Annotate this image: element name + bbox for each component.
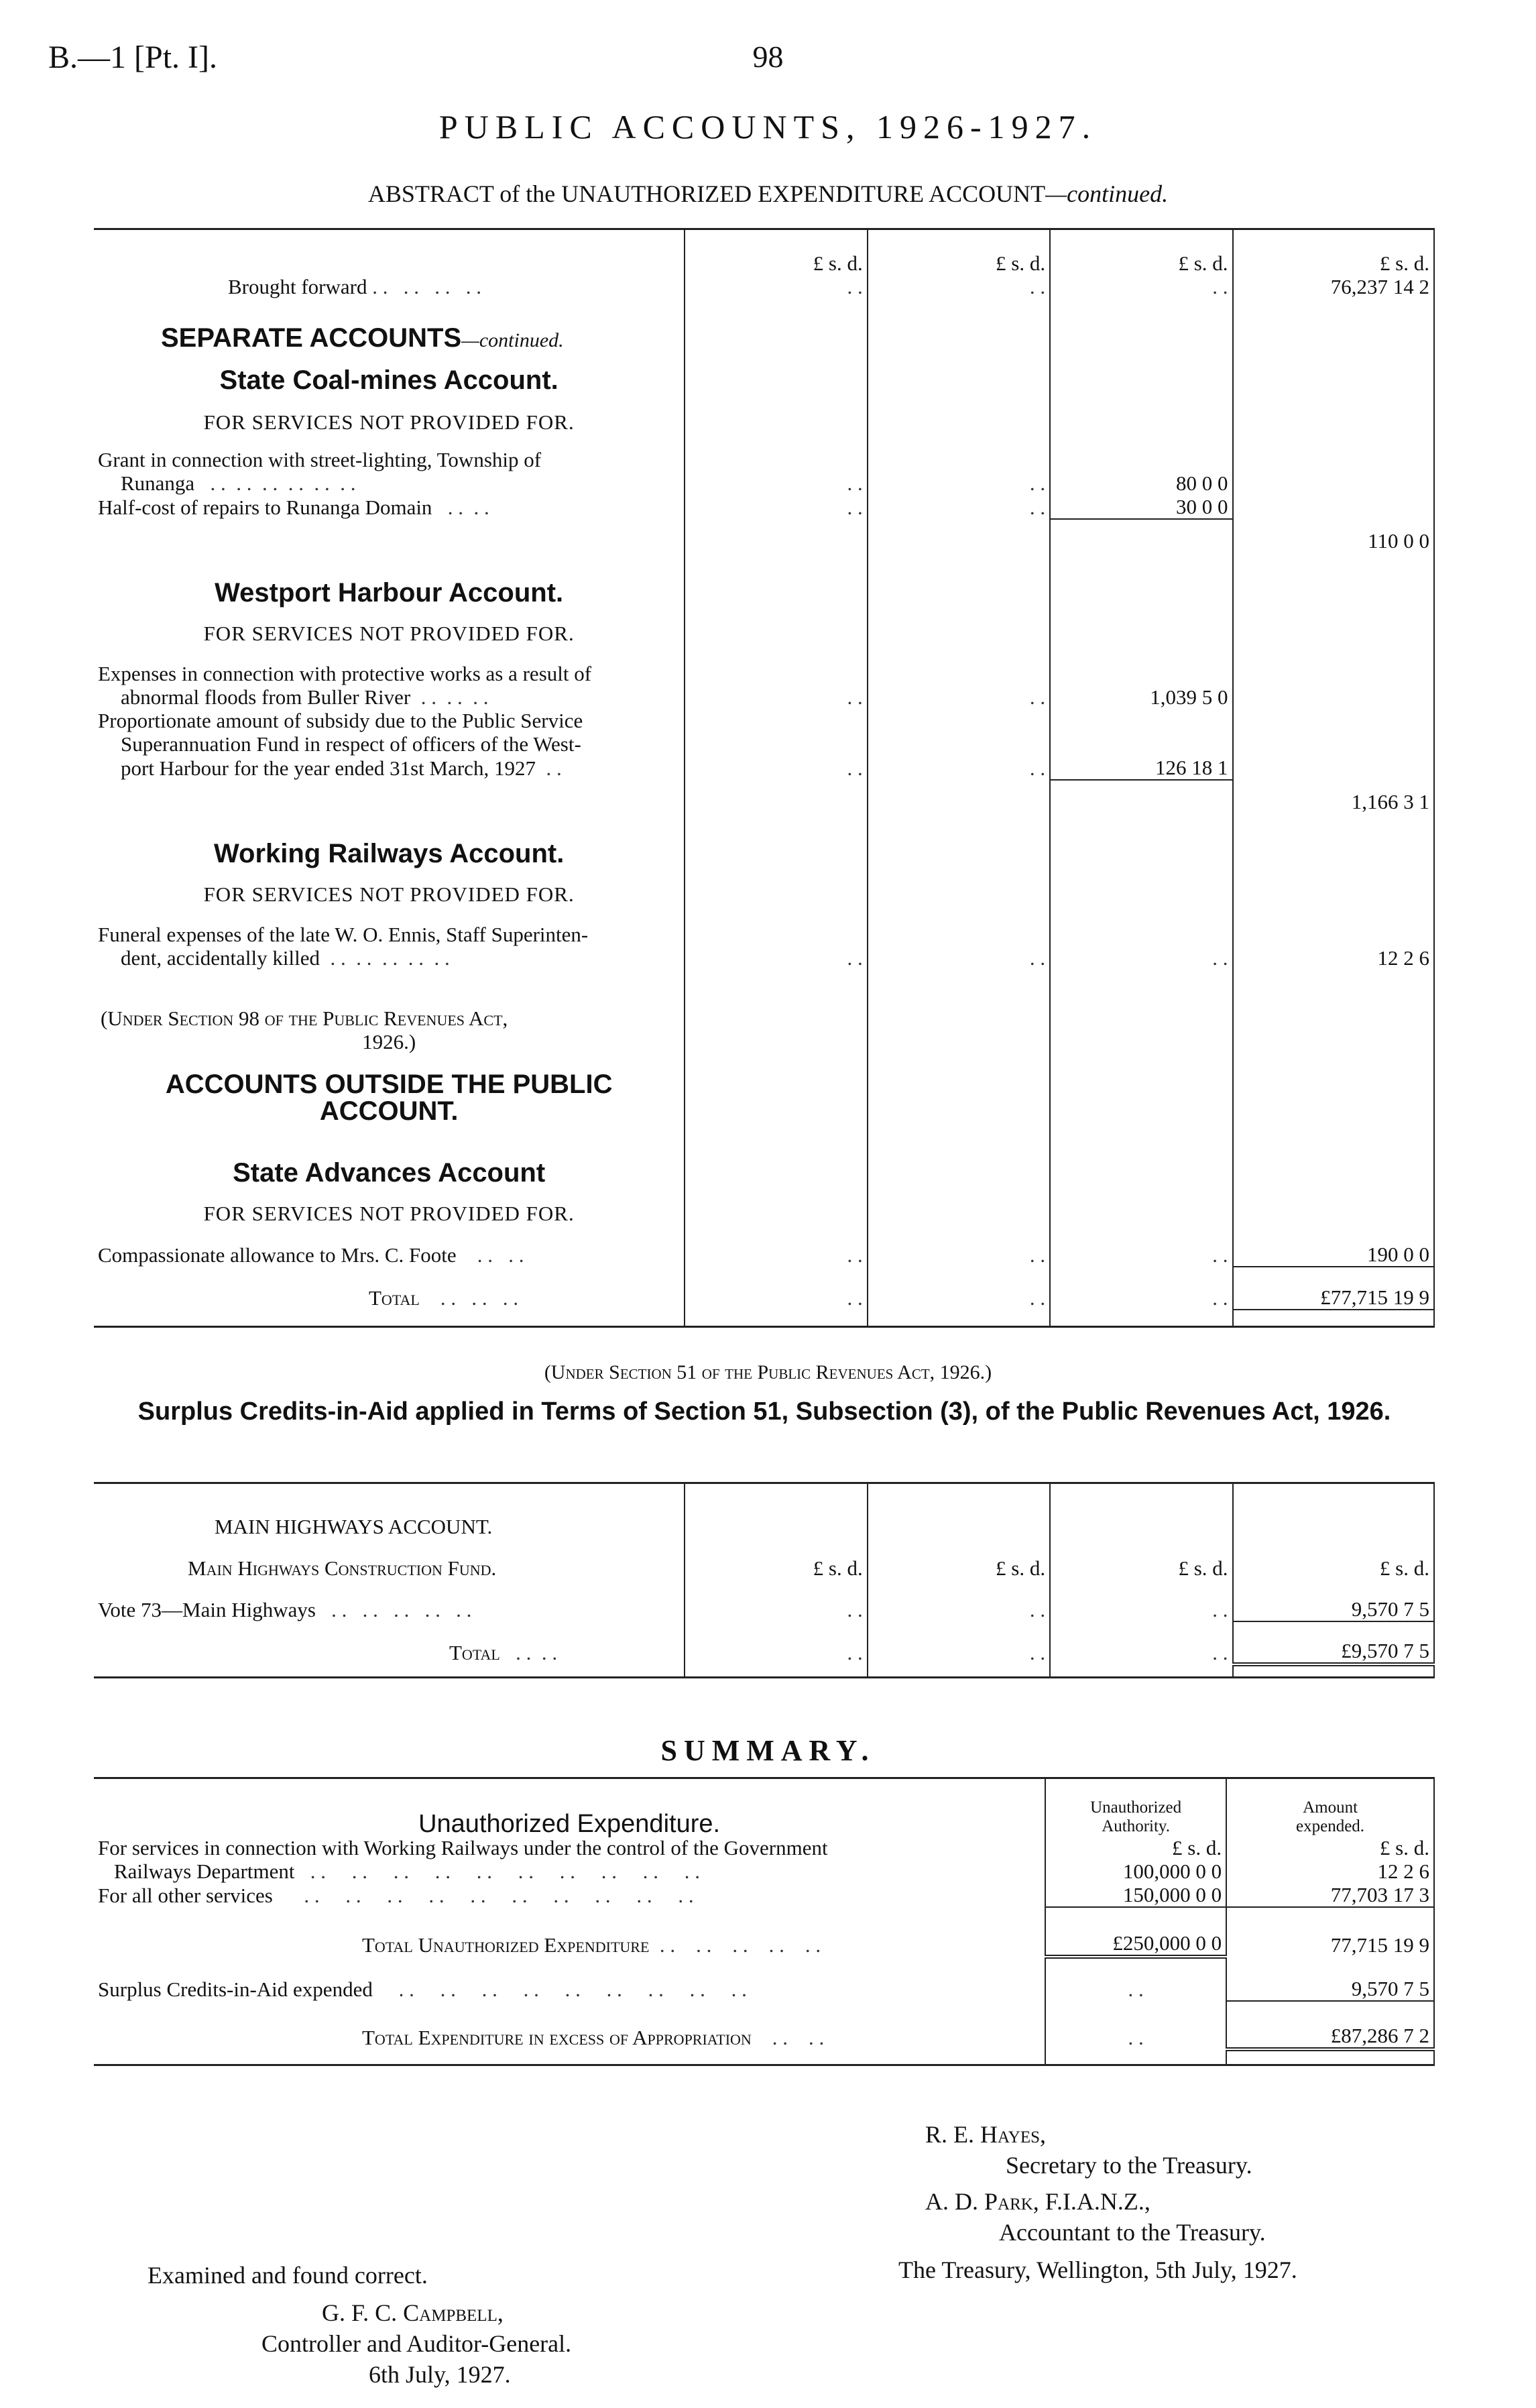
table-row: Railways Department . . . . . . . . . . . . . . . . . . . . 100,000 0 0 12 2 6 [94,1859,1434,1883]
section-caption: FOR SERVICES NOT PROVIDED FOR. [203,1201,575,1225]
abstract-table: £ s. d. £ s. d. £ s. d. £ s. d. Brought forward . . . . . . . . . . . . . . 76,237 14 2 SEPARATE ACCOUNTS—continued. State Coal-mines Account. FOR SERVICES NOT PROVIDED FOR. Grant in connection with street-lighting, Township of Runanga . . . . . . . . . . . . . . . . 80 0 0 Half-cost of repairs to Runanga Domain . . . . . . . . 30 0 0 110 0 0 Westport Harbour Account. FOR SERVICES NOT PROVIDED FOR. Expenses in connection with protective works as a result of abnormal floods from Buller River . . . . . . . . . . 1,039 5 0 Proportionate amount of subsidy due to the Public Service Superannuation Fund in respect of officers of the West- port Harbour for the year ended 31st March, 1927 . . . . . . 126 18 1 1,166 3 1 Working Railways Account. FOR SERVICES NOT PROVIDED FOR. Funeral expenses of the late W. O. Ennis, Staff Superinten- dent, accidentally killed . . . . . . . . . . . . . . . . 12 2 6 (Under Section 98 of the Public Revenues Act, 1926.) ACCOUNTS OUTSIDE THE PUBLIC ACCOUNT. State Advances Account FOR SERVICES NOT PROVIDED FOR. Compassionate allowance to Mrs. C. Foote . . . . . . . . . . 190 0 0 Total . . . . . . . . . . . . £77,715 19 9 [94,228,1435,1328]
section-caption: FOR SERVICES NOT PROVIDED FOR. [203,621,575,645]
item-text: Grant in connection with street-lighting, Township of [98,447,542,471]
table-row: Total . . . . . . . . . . . . £77,715 19 9 [94,1267,1434,1310]
section-heading: SEPARATE ACCOUNTS [161,323,462,353]
account-title: State Advances Account [233,1157,546,1188]
summary-table [94,1777,1435,2066]
table-row: Runanga . . . . . . . . . . . . . . . . 80 0 0 [94,471,1434,495]
signature-park: A. D. Park, F.I.A.N.Z., Accountant to the Treasury. [925,2188,1266,2246]
summary-heading: Unauthorized Expenditure. [418,1809,721,1838]
expended-amount: 12 2 6 [1226,1859,1434,1883]
fund-title: Main Highways Construction Fund. [188,1556,497,1580]
table-row: Total . . . . . . . . . . £9,570 7 5 [94,1621,1434,1664]
section-total: £9,570 7 5 [1233,1621,1434,1664]
item-amount: 1,039 5 0 [1050,685,1232,709]
section-note: (Under Section 51 of the Public Revenues Act, 1926.) [544,1361,992,1383]
signature-hayes: R. E. Hayes, Secretary to the Treasury. [925,2121,1252,2179]
col-header: £ s. d. [868,229,1050,275]
section-caption: FOR SERVICES NOT PROVIDED FOR. [203,882,575,906]
table-row: For services in connection with Working Railways under the control of the Government £ s. d. £ s. d. [94,1836,1434,1859]
authority-total: £250,000 0 0 [1045,1907,1226,1957]
highways-table: MAIN HIGHWAYS ACCOUNT. Main Highways Construction Fund. £ s. d. £ s. d. £ s. d. £ s. d. Vote 73—Main Highways . . . . . . . . . . . . . . . . 9,570 7 5 Total . . . . . . . . . . £9,570 7 5 [94,1482,1435,1678]
treasury-date: The Treasury, Wellington, 5th July, 1927. [898,2256,1297,2283]
total-label: Total Unauthorized Expenditure [362,1933,650,1957]
table-row: Total Expenditure in excess of Appropriation . . . . . . £87,286 7 2 [94,2001,1434,2049]
col-header: Amount expended. [1226,1778,1434,1836]
section-title: Surplus Credits-in-Aid applied in Terms of Section 51, Subsection (3), of the Public Revenues Act, 1926. [137,1397,1391,1426]
abstract-subtitle: ABSTRACT of the UNAUTHORIZED EXPENDITURE ACCOUNT—continued. [367,180,1169,207]
summary-title: SUMMARY. [660,1734,876,1767]
col-header: £ s. d. [1233,229,1434,275]
table-row: Vote 73—Main Highways . . . . . . . . . . . . . . . . 9,570 7 5 [94,1580,1434,1621]
item-amount: 30 0 0 [1050,495,1232,519]
authority-amount: 150,000 0 0 [1045,1883,1226,1907]
col-header: Unauthorized Authority. [1045,1778,1226,1836]
total-label: Total Expenditure in excess of Appropriation [362,2025,752,2049]
page-title: PUBLIC ACCOUNTS, 1926-1927. [438,108,1098,146]
expended-total: 77,715 19 9 [1226,1907,1434,1957]
col-header: £ s. d. [1050,229,1232,275]
account-title: Westport Harbour Account. [215,577,564,608]
grand-total: £77,715 19 9 [1233,1267,1434,1310]
account-total: 1,166 3 1 [1233,780,1434,813]
item-amount: 126 18 1 [1050,756,1232,780]
section-caption: FOR SERVICES NOT PROVIDED FOR. [203,410,575,434]
table-row: Surplus Credits-in-Aid expended . . . . . . . . . . . . . . . . . . . . 9,570 7 5 [94,1957,1434,2001]
account-title: Working Railways Account. [213,838,565,868]
account-title: MAIN HIGHWAYS ACCOUNT. [215,1514,493,1538]
table-row: port Harbour for the year ended 31st March, 1927 . . . . . . 126 18 1 [94,756,1434,780]
table-row: For all other services . . . . . . . . . . . . . . . . . . . . 150,000 0 0 77,703 17 3 [94,1883,1434,1907]
page-number: 98 [752,40,784,74]
col-header: £ s. d. [685,229,867,275]
table-row: dent, accidentally killed . . . . . . . . . . . . . . . . 12 2 6 [94,946,1434,970]
section-note: (Under Section 98 of the Public Revenues Act, [101,1006,508,1030]
total-label: Total [369,1285,420,1310]
account-total: 110 0 0 [1233,519,1434,553]
brought-forward-amount: 76,237 14 2 [1233,275,1434,298]
brought-forward-label: Brought forward [228,274,367,298]
item-amount: 80 0 0 [1050,471,1232,495]
expended-amount: 77,703 17 3 [1226,1883,1434,1907]
table-row: abnormal floods from Buller River . . . . . . . . . . 1,039 5 0 [94,685,1434,709]
table-row: Half-cost of repairs to Runanga Domain . . . . . . . . 30 0 0 [94,495,1434,519]
table-row: Brought forward . . . . . . . . . . . . . . 76,237 14 2 [94,275,1434,298]
expended-amount: 9,570 7 5 [1226,1957,1434,2001]
item-amount: 9,570 7 5 [1233,1580,1434,1621]
account-title: State Coal-mines Account. [219,365,558,395]
authority-amount: 100,000 0 0 [1045,1859,1226,1883]
signature-campbell: Examined and found correct. G. F. C. Campbell, Controller and Auditor-General. 6th July, 1927. [147,2262,572,2388]
account-total: 190 0 0 [1233,1225,1434,1267]
grand-total: £87,286 7 2 [1226,2001,1434,2049]
table-row: Total Unauthorized Expenditure . . . . . . . . . . £250,000 0 0 77,715 19 9 [94,1907,1434,1957]
account-total: 12 2 6 [1233,946,1434,970]
table-row: Compassionate allowance to Mrs. C. Foote . . . . . . . . . . 190 0 0 [94,1225,1434,1267]
page-reference: B.—1 [Pt. I]. [48,40,217,75]
section-heading: ACCOUNTS OUTSIDE THE PUBLIC [165,1069,613,1099]
